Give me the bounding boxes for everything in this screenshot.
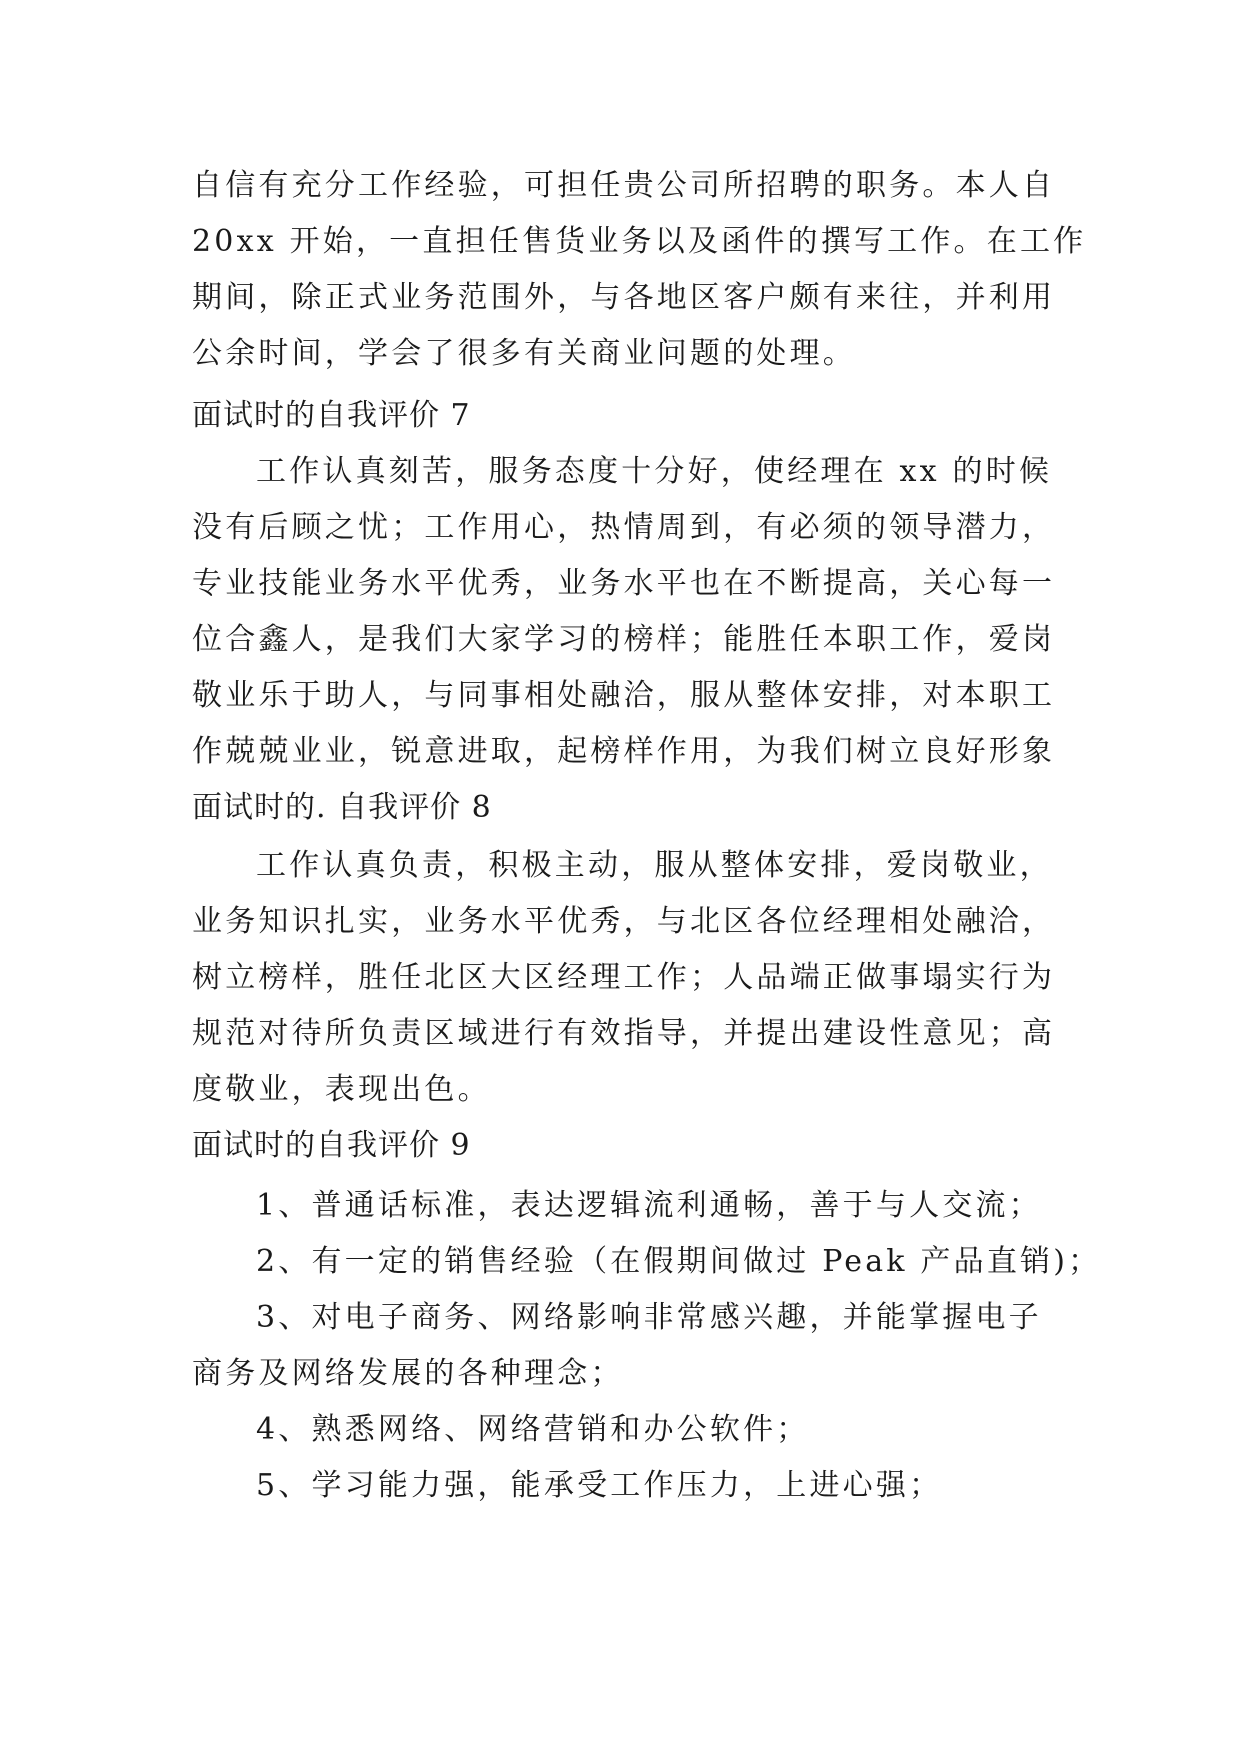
body-text-line: 规范对待所负责区域进行有效指导，并提出建设性意见；高 bbox=[192, 1016, 1056, 1051]
list-item-1: 1、普通话标准，表达逻辑流利通畅，善于与人交流； bbox=[256, 1188, 1042, 1223]
body-text-line: 20xx 开始，一直担任售货业务以及函件的撰写工作。在工作 bbox=[192, 224, 1087, 259]
body-text-line: 工作认真刻苦，服务态度十分好，使经理在 xx 的时候 bbox=[256, 454, 1053, 489]
body-text-line: 专业技能业务水平优秀，业务水平也在不断提高，关心每一 bbox=[192, 566, 1056, 601]
list-item-2: 2、有一定的销售经验（在假期间做过 Peak 产品直销)； bbox=[256, 1244, 1102, 1279]
body-text-line: 树立榜样，胜任北区大区经理工作；人品端正做事塌实行为 bbox=[192, 960, 1056, 995]
section-heading-8: 面试时的. 自我评价 8 bbox=[192, 790, 492, 825]
body-text-line: 业务知识扎实，业务水平优秀，与北区各位经理相处融洽， bbox=[192, 904, 1056, 939]
body-text-line: 敬业乐于助人，与同事相处融洽，服从整体安排，对本职工 bbox=[192, 678, 1056, 713]
body-text-line: 工作认真负责，积极主动，服从整体安排，爱岗敬业， bbox=[256, 848, 1053, 883]
section-heading-9: 面试时的自我评价 9 bbox=[192, 1128, 471, 1163]
body-text-line: 没有后顾之忧；工作用心，热情周到，有必须的领导潜力， bbox=[192, 510, 1056, 545]
body-text-line: 位合鑫人，是我们大家学习的榜样；能胜任本职工作，爱岗 bbox=[192, 622, 1056, 657]
body-text-line: 公余时间，学会了很多有关商业问题的处理。 bbox=[192, 336, 856, 371]
body-text-line: 自信有充分工作经验，可担任贵公司所招聘的职务。本人自 bbox=[192, 168, 1056, 203]
body-text-line: 期间，除正式业务范围外，与各地区客户颇有来往，并利用 bbox=[192, 280, 1056, 315]
section-heading-7: 面试时的自我评价 7 bbox=[192, 398, 471, 433]
body-text-line: 作兢兢业业，锐意进取，起榜样作用，为我们树立良好形象 bbox=[192, 734, 1056, 769]
list-item-4: 4、熟悉网络、网络营销和办公软件； bbox=[256, 1412, 810, 1447]
body-text-line: 度敬业，表现出色。 bbox=[192, 1072, 491, 1107]
list-item-5: 5、学习能力强，能承受工作压力，上进心强； bbox=[256, 1468, 943, 1503]
list-item-3: 3、对电子商务、网络影响非常感兴趣，并能掌握电子 bbox=[256, 1300, 1042, 1335]
list-item-3-continued: 商务及网络发展的各种理念； bbox=[192, 1356, 624, 1391]
